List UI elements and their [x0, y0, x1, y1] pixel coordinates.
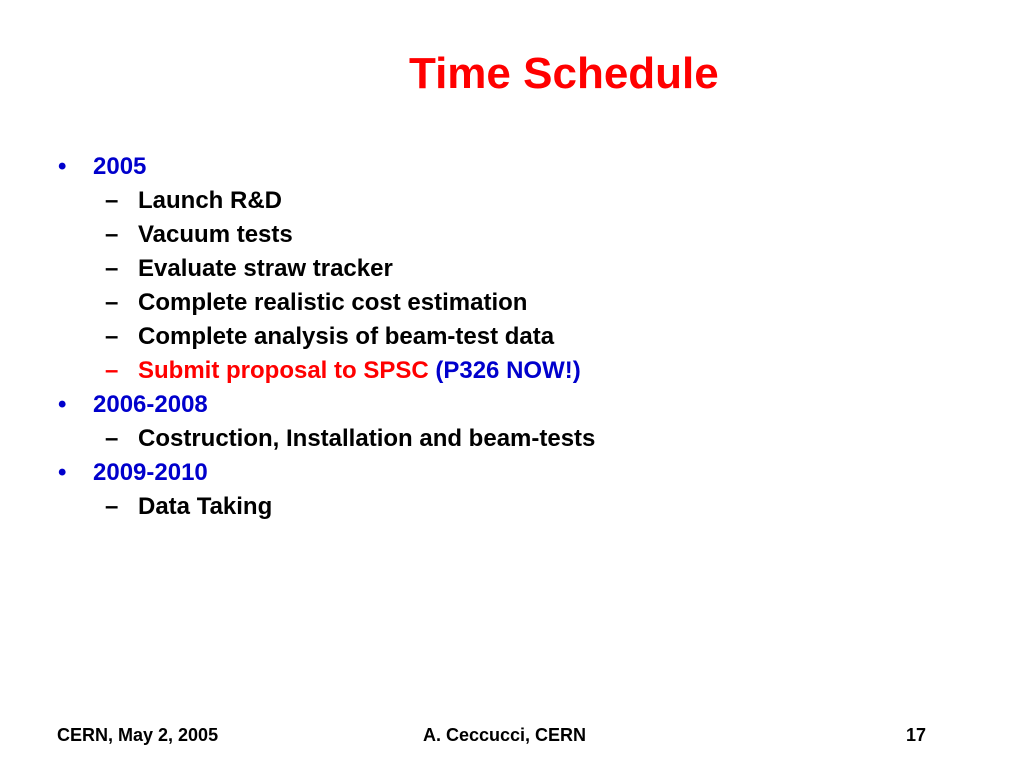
schedule-item-text: Complete realistic cost estimation	[138, 289, 528, 316]
bullet-icon: •	[58, 459, 67, 486]
dash-icon: –	[105, 323, 119, 350]
dash-icon: –	[105, 187, 119, 214]
schedule-item-text: Vacuum tests	[138, 221, 293, 248]
schedule-year: 2006-2008	[93, 391, 208, 418]
bullet-icon: •	[58, 391, 67, 418]
dash-icon: –	[105, 425, 119, 452]
dash-icon: –	[105, 255, 119, 282]
dash-icon: –	[105, 493, 119, 520]
dash-icon: –	[105, 289, 119, 316]
bullet-icon: •	[58, 153, 67, 180]
schedule-item-text: Launch R&D	[138, 187, 282, 214]
schedule-year: 2009-2010	[93, 459, 208, 486]
schedule-item-text: Complete analysis of beam-test data	[138, 323, 555, 350]
schedule-item-text: Evaluate straw tracker	[138, 255, 393, 282]
proposal-text: Submit proposal to SPSC	[138, 357, 429, 384]
footer-date: CERN, May 2, 2005	[57, 725, 219, 745]
dash-icon: –	[105, 357, 119, 384]
slide-title: Time Schedule	[409, 49, 719, 98]
proposal-note: (P326 NOW!)	[435, 357, 581, 384]
schedule-item-text: Costruction, Installation and beam-tests	[138, 425, 596, 452]
schedule-item-text	[138, 354, 581, 388]
schedule-item-text: Data Taking	[138, 493, 273, 520]
footer-page-number: 17	[906, 725, 927, 745]
schedule-year: 2005	[93, 153, 147, 180]
footer-author: A. Ceccucci, CERN	[423, 725, 587, 745]
dash-icon: –	[105, 221, 119, 248]
